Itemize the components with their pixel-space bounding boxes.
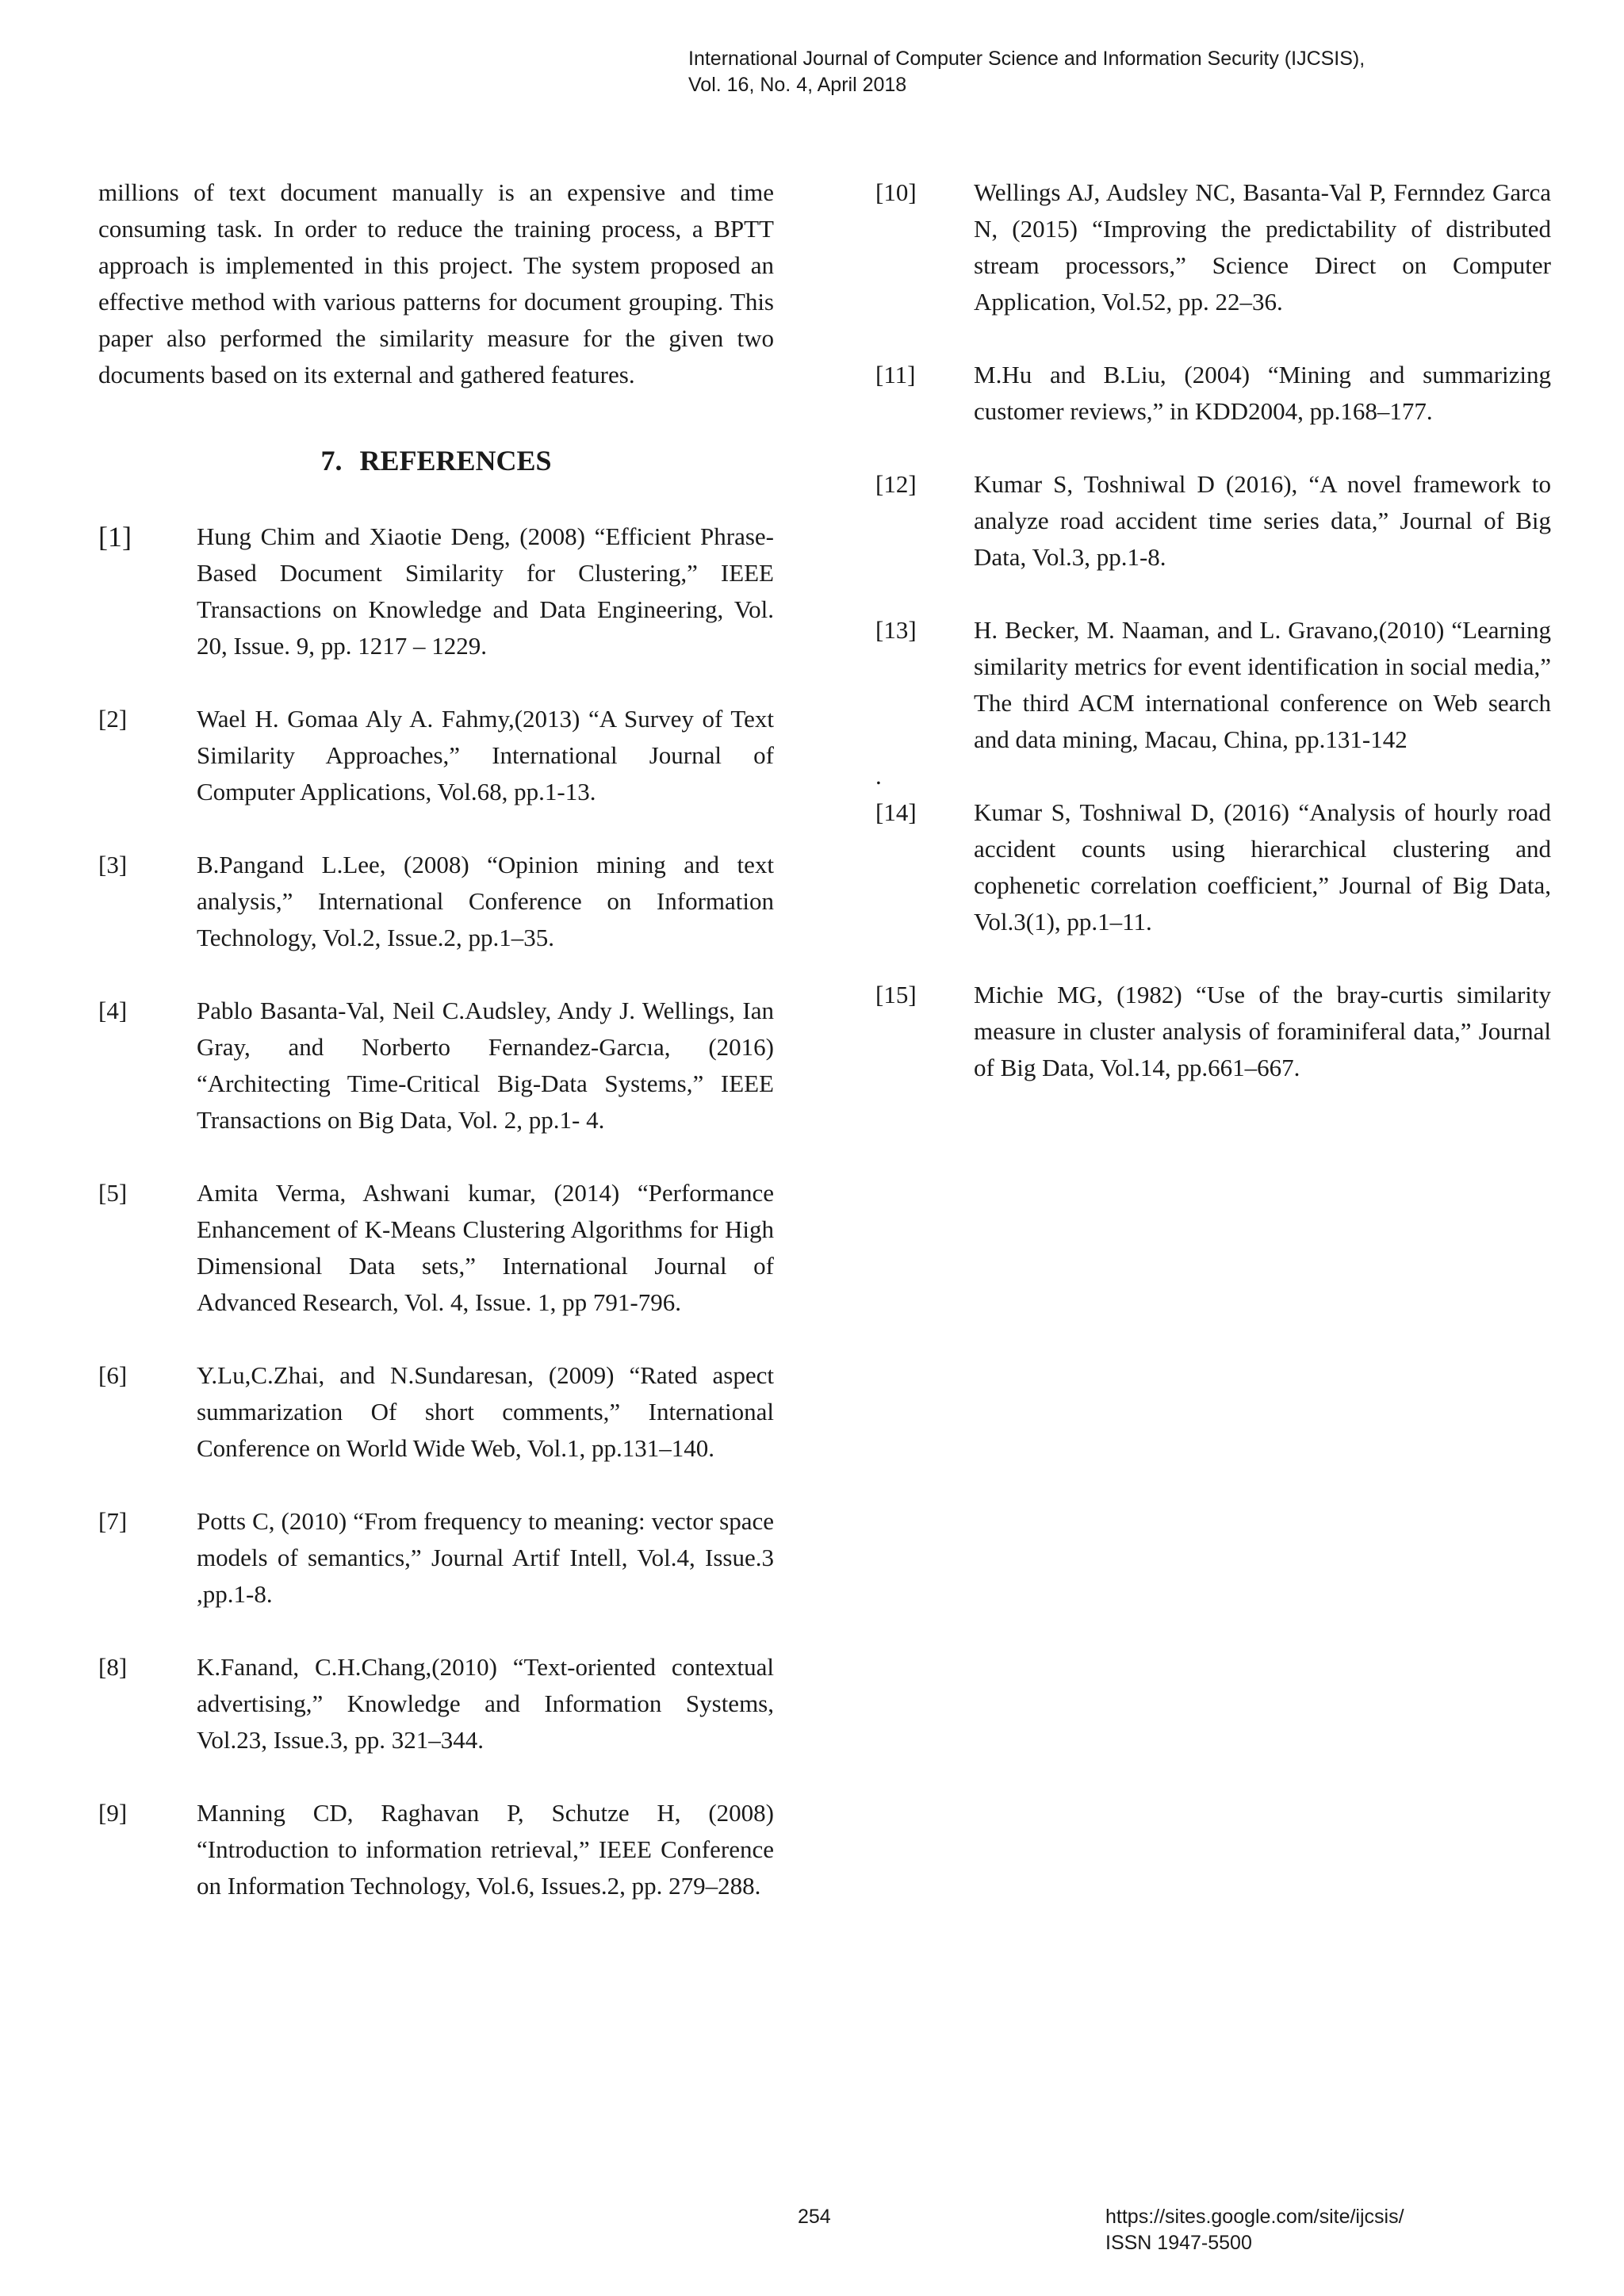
section-heading [98,442,774,479]
reference-item [98,1175,774,1321]
reference-tag: [15] [875,981,917,1008]
intro-paragraph: millions of text document manually is an expensive and time consuming task. In order to reduce the training process, a BPTT approach is implemented in this project. The system proposed an effective method with various patterns for document grouping. This paper also performed the similarity measure for the given two documents based on its external and gathered features. [98,178,774,388]
section-number: 7. [320,445,343,476]
stray-period: . [875,762,882,790]
reference-text: Amita Verma, Ashwani kumar, (2014) “Performance Enhancement of K-Means Clustering Algorithms for High Dimensional Data sets,” International Journal of Advanced Research, Vol. 4, Issue. 1, pp 791-796. [197,1179,774,1316]
reference-tag: [4] [98,997,128,1024]
left-column [98,174,774,1904]
reference-item [875,794,1551,940]
reference-text: Hung Chim and Xiaotie Deng, (2008) “Efficient Phrase-Based Document Similarity for Clustering,” IEEE Transactions on Knowledge and Data Engineering, Vol. 20, Issue. 9, pp. 1217 – 1229. [197,522,774,660]
reference-text: Michie MG, (1982) “Use of the bray-curtis similarity measure in cluster analysis of foraminiferal data,” Journal of Big Data, Vol.14, pp.661–667. [974,981,1551,1081]
journal-header-volume: Vol. 16, No. 4, April 2018 [688,74,907,96]
reference-item [98,1795,774,1904]
reference-tag: [5] [98,1179,128,1207]
reference-item [98,847,774,956]
reference-text: Wael H. Gomaa Aly A. Fahmy,(2013) “A Survey of Text Similarity Approaches,” International Journal of Computer Applications, Vol.68, pp.1-13. [197,705,774,806]
reference-text: K.Fanand, C.H.Chang,(2010) “Text-oriented contextual advertising,” Knowledge and Information Systems, Vol.23, Issue.3, pp. 321–344. [197,1653,774,1754]
reference-item [98,701,774,810]
page-number: 254 [798,2206,831,2228]
reference-tag: [13] [875,616,917,644]
journal-header [688,46,1365,98]
reference-item [875,357,1551,430]
reference-text: Wellings AJ, Audsley NC, Basanta-Val P, Fernndez Garca N, (2015) “Improving the predictability of distributed stream processors,” Science Direct on Computer Application, Vol.52, pp. 22–36. [974,178,1551,316]
reference-tag: [2] [98,705,128,733]
reference-text: Kumar S, Toshniwal D, (2016) “Analysis of hourly road accident counts using hierarchical clustering and cophenetic correlation coefficient,” Journal of Big Data, Vol.3(1), pp.1–11. [974,798,1551,936]
reference-tag: [8] [98,1653,128,1681]
reference-item [98,1649,774,1758]
reference-tag: [6] [98,1361,128,1389]
issn: ISSN 1947-5500 [1105,2232,1252,2254]
reference-tag: [9] [98,1799,128,1827]
reference-item [875,466,1551,576]
reference-text: H. Becker, M. Naaman, and L. Gravano,(2010) “Learning similarity metrics for event identification in social media,” The third ACM international conference on Web search and data mining, Macau, China, pp.131-142 [974,616,1551,753]
journal-header-title: International Journal of Computer Science and Information Security (IJCSIS), [688,48,1365,70]
reference-item [98,993,774,1138]
reference-item [875,977,1551,1086]
footer-info [1105,2204,1404,2256]
reference-item [98,1357,774,1467]
section-title: REFERENCES [359,445,552,476]
reference-item [98,519,774,664]
reference-tag: [3] [98,851,128,878]
reference-tag: [1] [98,521,132,553]
reference-tag: [10] [875,178,917,206]
reference-text: M.Hu and B.Liu, (2004) “Mining and summarizing customer reviews,” in KDD2004, pp.168–177. [974,361,1551,425]
reference-tag: [7] [98,1507,128,1535]
journal-url: https://sites.google.com/site/ijcsis/ [1105,2206,1404,2228]
reference-list-right [875,174,1551,1086]
reference-tag: [11] [875,361,916,388]
reference-text: Potts C, (2010) “From frequency to meaning: vector space models of semantics,” Journal Artif Intell, Vol.4, Issue.3 ,pp.1-8. [197,1507,774,1608]
reference-tag: [14] [875,798,917,826]
reference-tag: [12] [875,470,917,498]
right-column [875,174,1551,1086]
reference-text: Y.Lu,C.Zhai, and N.Sundaresan, (2009) “Rated aspect summarization Of short comments,” International Conference on World Wide Web, Vol.1, pp.131–140. [197,1361,774,1462]
reference-item [875,174,1551,320]
reference-text: Kumar S, Toshniwal D (2016), “A novel framework to analyze road accident time series data,” Journal of Big Data, Vol.3, pp.1-8. [974,470,1551,571]
reference-text: Pablo Basanta-Val, Neil C.Audsley, Andy J. Wellings, Ian Gray, and Norberto Fernandez-Garcıa, (2016) “Architecting Time-Critical Big-Data Systems,” IEEE Transactions on Big Data, Vol. 2, pp.1- 4. [197,997,774,1134]
reference-item [875,612,1551,758]
reference-text: Manning CD, Raghavan P, Schutze H, (2008) “Introduction to information retrieval,” IEEE Conference on Information Technology, Vol.6, Issues.2, pp. 279–288. [197,1799,774,1900]
reference-item [98,1503,774,1613]
reference-list-left [98,519,774,1904]
reference-text: B.Pangand L.Lee, (2008) “Opinion mining and text analysis,” International Conference on Information Technology, Vol.2, Issue.2, pp.1–35. [197,851,774,951]
